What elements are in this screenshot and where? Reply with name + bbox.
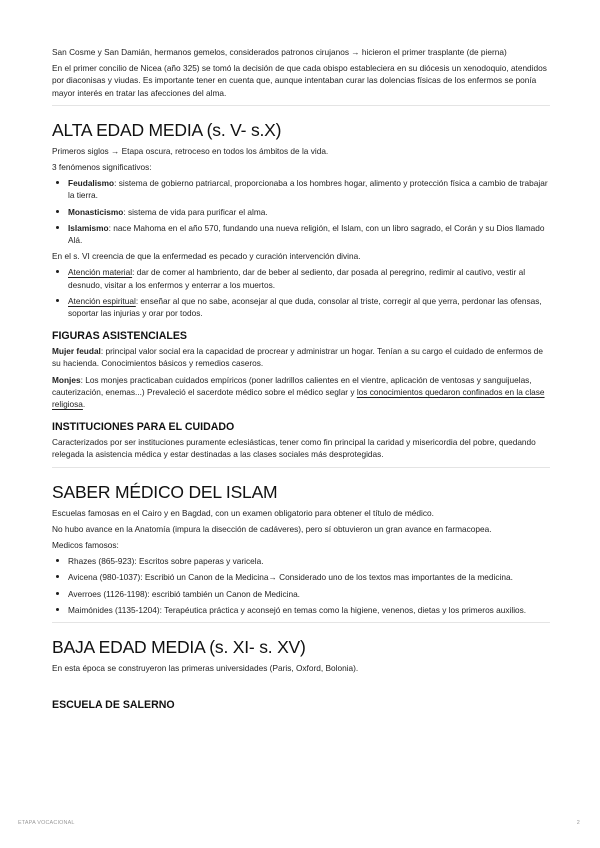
- list-item: Islamismo: nace Mahoma en el año 570, fundando una nueva religión, el Islam, con un libro sagrado, el Corán y su Dios llamado Alá.: [52, 222, 550, 246]
- subsection-title-salerno: ESCUELA DE SALERNO: [52, 699, 175, 712]
- monjes-paragraph: Monjes: Los monjes practicaban cuidados empíricos (poner ladrillos calientes en el vientre, aplicación de ventosas y sanguijuelas, cauterización, enemas...) Prevaleció el sacerdote médico sobre el médico seglar y los conocimientos quedaron confinados en la clase religiosa.: [52, 374, 545, 410]
- alta-paragraph-2: 3 fenómenos significativos:: [52, 162, 152, 173]
- bullet-icon: [56, 299, 59, 302]
- list-item: Feudalismo: sistema de gobierno patriarcal, proporcionaba a los hombres hogar, alimento y protección física a cambio de trabajar la tierra.: [52, 177, 550, 201]
- physicians-list: [52, 555, 550, 616]
- islam-paragraph-1: Escuelas famosas en el Cairo y en Bagdad, con un examen obligatorio para obtener el título de médico.: [52, 507, 434, 518]
- bullet-icon: [56, 575, 59, 578]
- section-divider: [52, 467, 550, 468]
- alta-paragraph-3: En el s. VI creencia de que la enfermedad es pecado y curación intervención divina.: [52, 251, 361, 262]
- attention-list: [52, 266, 550, 319]
- bullet-icon: [56, 226, 59, 229]
- islam-paragraph-2: No hubo avance en la Anatomía (impura la disección de cadáveres), pero sí obtuvieron un gran avance en farmacopea.: [52, 523, 492, 534]
- section-title-baja-edad-media: BAJA EDAD MEDIA (s. XI- s. XV): [52, 637, 306, 658]
- subsection-title-instituciones: INSTITUCIONES PARA EL CUIDADO: [52, 421, 235, 434]
- underlined-phrase: los conocimientos quedaron confinados en la clase religiosa: [52, 386, 545, 410]
- document-page: [52, 46, 550, 712]
- instituciones-paragraph: Caracterizados por ser instituciones puramente eclesiásticas, tener como fin principal la caridad y misericordia del pobre, quedando relegada la asistencia médica y estar destinadas a las clases sociales más desprotegidas.: [52, 437, 536, 460]
- bullet-icon: [56, 592, 59, 595]
- footer-label: ETAPA VOCACIONAL: [18, 820, 75, 826]
- list-item: Avicena (980-1037): Escribió un Canon de la Medicina→ Considerado uno de los textos mas importantes de la medicina.: [52, 571, 550, 583]
- baja-paragraph-1: En esta época se construyeron las primeras universidades (Paris, Oxford, Bolonia).: [52, 663, 359, 674]
- section-title-alta-edad-media: ALTA EDAD MEDIA (s. V- s.X): [52, 119, 282, 140]
- alta-paragraph-1: Primeros siglos → Etapa oscura, retroceso en todos los ámbitos de la vida.: [52, 145, 329, 156]
- list-item: Rhazes (865-923): Escritos sobre paperas y varicela.: [52, 555, 550, 567]
- intro-paragraph-2: En el primer concilio de Nicea (año 325) se tomó la decisión de que cada obispo estableciera en su diócesis un xenodoquio, atendidos por diaconisas y viudas. Es importante tener en cuenta que, aunque intentaban curar las dolencias físicas de los enfermos se ponía mayor interés en tratar las afecciones del alma.: [52, 63, 547, 98]
- bullet-icon: [56, 559, 59, 562]
- list-item: Averroes (1126-1198): escribió también un Canon de Medicina.: [52, 588, 550, 600]
- list-item: Atención material: dar de comer al hambriento, dar de beber al sediento, dar posada al peregrino, redimir al cautivo, vestir al desnudo, visitar a los enfermos y enterrar a los muertos.: [52, 266, 550, 290]
- bullet-icon: [56, 608, 59, 611]
- islam-paragraph-3: Medicos famosos:: [52, 540, 119, 551]
- list-item: Maimónides (1135-1204): Terapéutica práctica y aconsejó en temas como la higiene, venenos, dietas y los primeros auxilios.: [52, 604, 550, 616]
- bullet-icon: [56, 210, 59, 213]
- page-number: 2: [576, 820, 580, 826]
- list-item: Atención espiritual: enseñar al que no sabe, aconsejar al que duda, consolar al triste, corregir al que yerra, perdonar las ofensas, soportar las injurias y orar por todos.: [52, 295, 550, 319]
- phenomena-list: [52, 177, 550, 246]
- section-title-islam: SABER MÉDICO DEL ISLAM: [52, 481, 278, 502]
- bullet-icon: [56, 181, 59, 184]
- subsection-title-figuras: FIGURAS ASISTENCIALES: [52, 330, 187, 343]
- intro-paragraph-1: San Cosme y San Damián, hermanos gemelos, considerados patronos cirujanos → hicieron el primer trasplante (de pierna): [52, 47, 507, 57]
- mujer-feudal-paragraph: Mujer feudal: principal valor social era la capacidad de procrear y administrar un hogar. Tenían a su cargo el cuidado de enfermos de su hacienda. Conocimientos básicos y remedios caseros.: [52, 346, 544, 369]
- list-item: Monasticismo: sistema de vida para purificar el alma.: [52, 206, 550, 218]
- bullet-icon: [56, 270, 59, 273]
- section-divider: [52, 622, 550, 623]
- section-divider: [52, 105, 550, 106]
